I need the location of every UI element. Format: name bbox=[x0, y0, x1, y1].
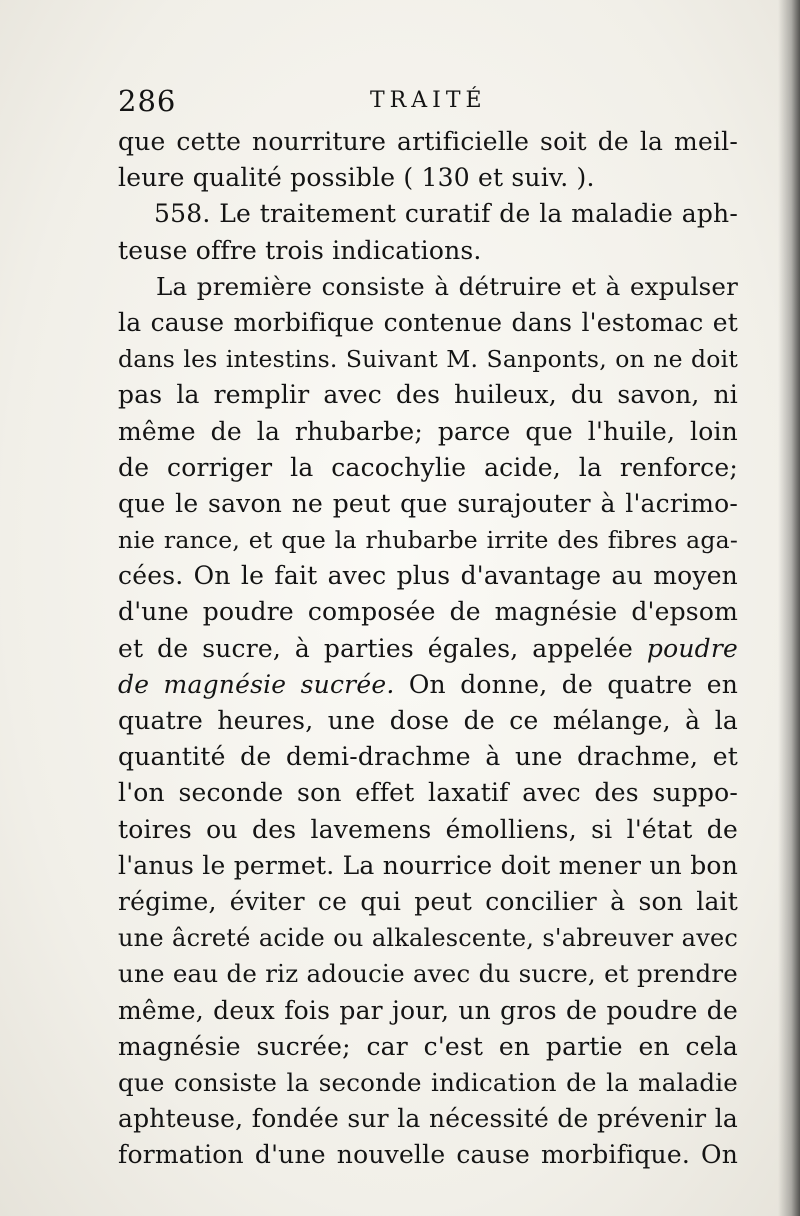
text-line: formation d'une nouvelle cause morbifique. On bbox=[118, 1140, 738, 1170]
page-header bbox=[118, 84, 738, 124]
italic-term: de magnésie sucrée. bbox=[118, 669, 395, 699]
text-line: nie rance, et que la rhubarbe irrite des fibres aga- bbox=[118, 526, 738, 555]
running-title: TRAITÉ bbox=[370, 88, 487, 113]
text-line: cées. On le fait avec plus d'avantage au moyen bbox=[118, 561, 738, 591]
text-line: leure qualité possible ( 130 et suiv. ). bbox=[118, 163, 595, 193]
text-line: dans les intestins. Suivant M. Sanponts, on ne doit bbox=[118, 345, 738, 374]
text-line: teuse offre trois indications. bbox=[118, 235, 482, 265]
text-line: que le savon ne peut que surajouter à l'acrimo- bbox=[118, 488, 738, 518]
text-line: magnésie sucrée; car c'est en partie en cela bbox=[118, 1031, 738, 1061]
text-line: la cause morbifique contenue dans l'estomac et bbox=[118, 307, 738, 337]
text-line: aphteuse, fondée sur la nécessité de prévenir la bbox=[118, 1104, 738, 1134]
text-line: même de la rhubarbe; parce que l'huile, loin bbox=[118, 416, 738, 446]
text-line: pas la remplir avec des huileux, du savon, ni bbox=[118, 380, 738, 410]
text-segment: On donne, de quatre en bbox=[394, 669, 738, 699]
text-line: que cette nourriture artificielle soit de la meil- bbox=[118, 127, 738, 156]
page-edge-shadow bbox=[778, 0, 800, 1216]
text-line: l'anus le permet. La nourrice doit mener un bon bbox=[118, 850, 738, 880]
text-line: 558. Le traitement curatif de la maladie aph- bbox=[154, 199, 738, 229]
text-line: quatre heures, une dose de ce mélange, à la bbox=[118, 706, 738, 735]
text-line: une âcreté acide ou alkalescente, s'abreuver avec bbox=[118, 924, 738, 953]
italic-term: poudre bbox=[646, 633, 738, 663]
text-line bbox=[118, 631, 738, 667]
text-line: que consiste la seconde indication de la maladie bbox=[118, 1067, 738, 1097]
page-number: 286 bbox=[118, 84, 177, 118]
text-line: quantité de demi-drachme à une drachme, et bbox=[118, 742, 738, 772]
text-line: régime, éviter ce qui peut concilier à son lait bbox=[118, 886, 738, 916]
text-segment: et de sucre, à parties égales, appelée bbox=[118, 633, 633, 663]
text-line: d'une poudre composée de magnésie d'epsom bbox=[118, 597, 738, 627]
text-line: l'on seconde son effet laxatif avec des suppo- bbox=[118, 778, 738, 808]
text-line: une eau de riz adoucie avec du sucre, et prendre bbox=[118, 959, 738, 989]
text-line bbox=[118, 667, 738, 703]
text-line: même, deux fois par jour, un gros de poudre de bbox=[118, 995, 738, 1025]
text-line: de corriger la cacochylie acide, la renforce; bbox=[118, 452, 738, 482]
body-text bbox=[118, 124, 738, 1173]
text-line: toires ou des lavemens émolliens, si l'état de bbox=[118, 814, 738, 844]
text-line: La première consiste à détruire et à expulser bbox=[156, 271, 738, 301]
